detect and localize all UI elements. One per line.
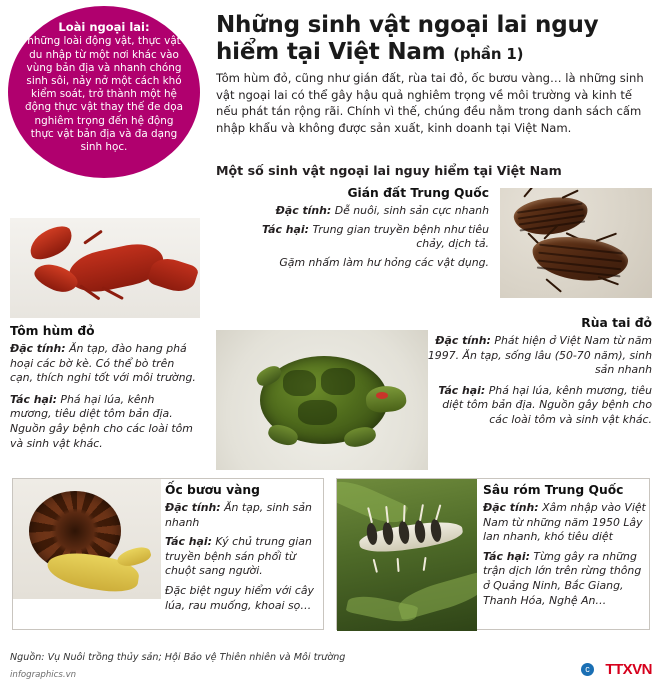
- traits-value: Ăn tạp, đào hang phá hoại các bờ kè. Có thể bò trên cạn, thích nghi tốt với môi trường.: [10, 342, 196, 385]
- harm-label: Tác hại:: [483, 549, 530, 563]
- harm-label: Tác hại:: [165, 535, 212, 549]
- species-harm: [483, 550, 649, 608]
- species-traits: [424, 334, 652, 378]
- species-text-cockroach: [243, 186, 489, 274]
- species-name: Gián đất Trung Quốc: [347, 186, 489, 200]
- definition-body: những loài động vật, thực vật du nhập từ một nơi khác vào vùng bản địa và nhanh chóng sinh sôi, nảy nở một cách khó kiểm soát, trở thành một hệ động thực vật thay thế đe dọa nghiêm trọng đến hệ động thực vật bản địa và đa dạng sinh học.: [24, 35, 184, 153]
- harm-label: Tác hại:: [438, 383, 486, 397]
- definition-bubble: [8, 6, 200, 178]
- harm-value: Phá hại lúa, kênh mương, tiêu diệt tôm bản địa. Nguồn gây bệnh cho các loài tôm và sinh vật khác.: [10, 392, 193, 450]
- harm-value: Từng gây ra những trận dịch lớn trên rừng thông ở Quảng Ninh, Bắc Giang, Thanh Hóa, Nghệ An…: [483, 549, 642, 607]
- species-card-turtle: [424, 316, 652, 468]
- harm-value: Ký chủ trung gian truyền bệnh sán phổi từ chuột sang người.: [165, 535, 312, 578]
- page-title: [216, 12, 652, 66]
- traits-label: Đặc tính:: [483, 501, 539, 514]
- traits-value: Dễ nuôi, sinh sản cực nhanh: [334, 204, 489, 217]
- traits-label: Đặc tính:: [435, 334, 491, 347]
- species-name: Tôm hùm đỏ: [10, 324, 95, 338]
- traits-label: Đặc tính:: [10, 342, 66, 355]
- traits-label: Đặc tính:: [165, 501, 221, 514]
- species-traits: [10, 342, 196, 386]
- page-title-part: (phần 1): [453, 45, 524, 64]
- intro-paragraph: Tôm hùm đỏ, cũng như gián đất, rùa tai đỏ, ốc bươu vàng… là những sinh vật ngoại lai có thể gây hậu quả nghiêm trọng về môi trường và kinh tế nếu phát tán rộng rãi. Chính vì thế, chúng đều nằm trong danh sách cấm nhập khẩu và không được sản xuất, kinh doanh tại Việt Nam.: [216, 71, 644, 136]
- species-name: Rùa tai đỏ: [581, 316, 652, 330]
- species-text-snail: [165, 483, 323, 618]
- species-name: Ốc bươu vàng: [165, 483, 260, 497]
- harm-label: Tác hại:: [10, 392, 57, 406]
- species-harm: [243, 223, 489, 252]
- species-traits: [483, 501, 649, 545]
- species-card-crayfish: [10, 218, 200, 458]
- species-card-snail: [12, 478, 324, 630]
- harm-label: Tác hại:: [262, 222, 309, 236]
- species-traits: [165, 501, 323, 530]
- copyright-icon: c: [581, 663, 594, 676]
- harm-value: Phá hại lúa, kênh mương, tiêu diệt tôm bản địa. Nguồn gây bệnh cho các loài tôm và sinh vật khác.: [442, 383, 652, 427]
- species-card-cockroach: [243, 186, 652, 310]
- species-extra: Gặm nhấm làm hư hỏng các vật dụng.: [279, 255, 489, 269]
- traits-value: Phát hiện ở Việt Nam từ năm 1997. Ăn tạp, sống lâu (50-70 năm), sinh sản nhanh: [427, 334, 652, 377]
- section-subheading: Một số sinh vật ngoại lai nguy hiểm tại Việt Nam: [216, 163, 562, 178]
- traits-value: Xâm nhập vào Việt Nam từ những năm 1950 Lây lan nhanh, khó tiêu diệt: [483, 501, 646, 544]
- chinese-pine-caterpillar-photo: [337, 479, 477, 631]
- chinese-cockroach-photo: [500, 188, 652, 298]
- species-name: Sâu róm Trung Quốc: [483, 483, 624, 497]
- golden-apple-snail-photo: [13, 479, 161, 599]
- species-text-caterpillar: [483, 483, 649, 613]
- harm-value: Trung gian truyền bệnh như tiêu chảy, dịch tả.: [312, 222, 489, 251]
- species-extra: Đặc biệt nguy hiểm với cây lúa, rau muống, khoai sọ…: [165, 584, 314, 612]
- red-crayfish-photo: [10, 218, 200, 318]
- site-credit: infographics.vn: [10, 670, 77, 680]
- species-card-caterpillar: [336, 478, 650, 630]
- species-harm: [424, 384, 652, 428]
- species-harm: [165, 535, 323, 579]
- species-traits: [243, 204, 489, 219]
- agency-logo: TTXVN: [605, 661, 652, 678]
- traits-value: Ăn tạp, sinh sản nhanh: [165, 501, 312, 529]
- species-harm: [10, 393, 196, 451]
- traits-label: Đặc tính:: [275, 204, 332, 217]
- red-eared-slider-photo: [216, 330, 428, 470]
- definition-title: Loài ngoại lai:: [58, 20, 150, 34]
- source-note: Nguồn: Vụ Nuôi trồng thủy sản; Hội Bảo vệ Thiên nhiên và Môi trường: [10, 652, 346, 663]
- page-title-main: Những sinh vật ngoại lai nguy hiểm tại Việt Nam: [216, 12, 599, 66]
- species-text-crayfish: [10, 324, 196, 458]
